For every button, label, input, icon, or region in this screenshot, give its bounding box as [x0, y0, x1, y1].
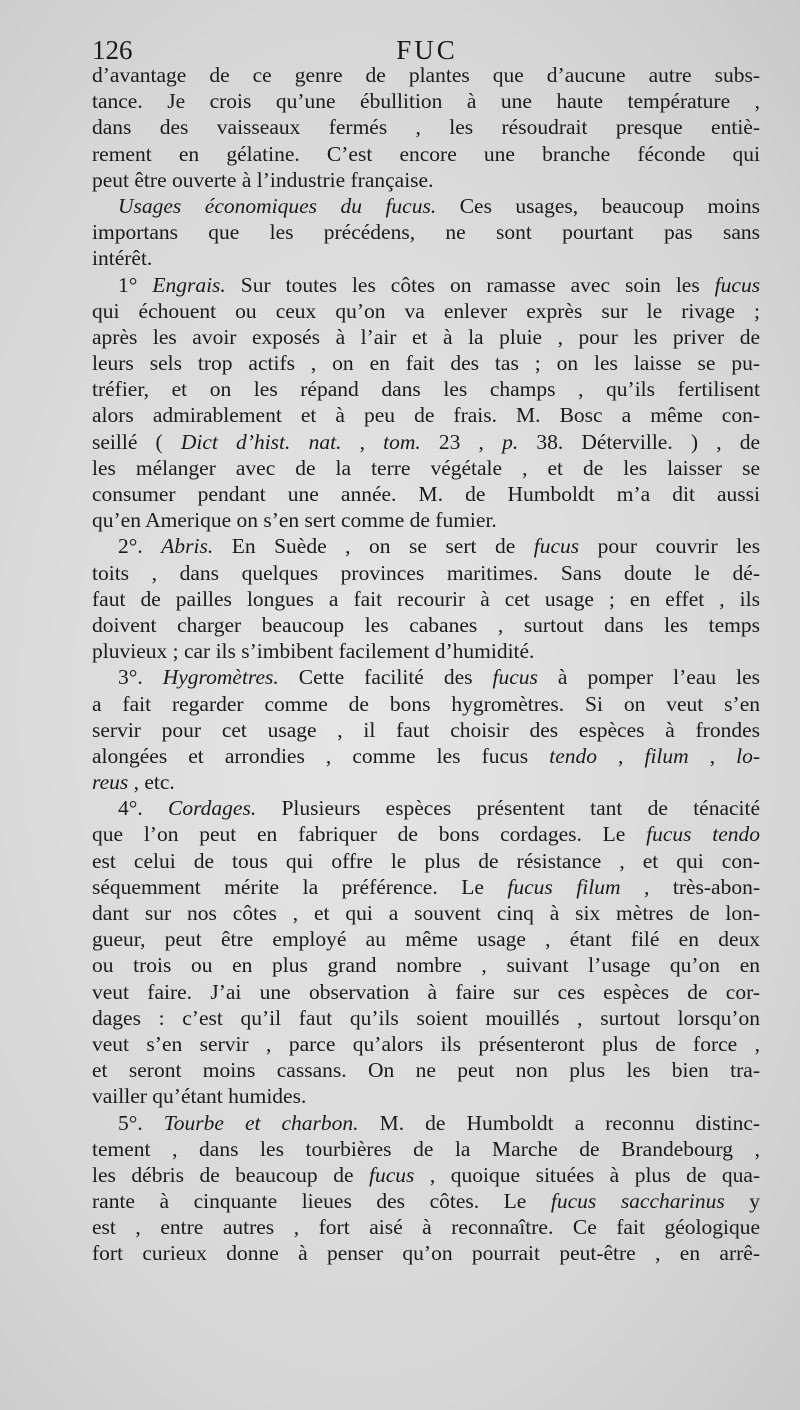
text-line: vailler qu’étant humides.: [92, 1084, 307, 1109]
text-line: que l’on peut en fabriquer de bons cordages. Le fucus tendo: [92, 822, 761, 847]
text-line: après les avoir exposés à l’air et à la pluie , pour les priver de: [92, 324, 760, 349]
page-number: 126: [92, 35, 133, 65]
text-line: servir pour cet usage , il faut choisir des espèces à frondes: [92, 717, 760, 742]
text-line: leurs sels trop actifs , on en fait des tas ; on les laisse se pu-: [92, 351, 760, 376]
text-line: importans que les précédens, ne sont pourtant pas sans: [92, 220, 760, 245]
running-head: FUC: [396, 35, 458, 65]
text-line: veut s’en servir , parce qu’alors ils présenteront plus de force ,: [92, 1031, 760, 1056]
text-line: consumer pendant une année. M. de Humboldt m’a dit aussi: [92, 482, 760, 506]
text-line: gueur, peut être employé au même usage , étant filé en deux: [92, 927, 760, 952]
text-line: alongées et arrondies , comme les fucus tendo , filum , lo-: [92, 743, 761, 768]
text-line: intérêt.: [92, 246, 153, 271]
text-line: a fait regarder comme de bons hygromètres. Si on veut s’en: [92, 691, 760, 716]
text-line: 4°. Cordages. Plusieurs espèces présentent tant de ténacité: [118, 796, 761, 821]
text-line: pluvieux ; car ils s’imbibent facilement d’humidité.: [92, 639, 535, 664]
text-line: seillé ( Dict d’hist. nat. , tom. 23 , p. 38. Déterville. ) , de: [92, 429, 761, 454]
text-line: est celui de tous qui offre le plus de résistance , et qui con-: [92, 848, 760, 873]
text-line: tement , dans les tourbières de la Marche de Brandebourg ,: [92, 1136, 760, 1161]
text-line: toits , dans quelques provinces maritimes. Sans doute le dé-: [92, 560, 760, 585]
text-line: doivent charger beaucoup les cabanes , surtout dans les temps: [92, 612, 760, 637]
text-line: est , entre autres , fort aisé à reconnaître. Ce fait géologique: [92, 1215, 760, 1240]
text-line: d’avantage de ce genre de plantes que d’aucune autre subs-: [92, 63, 760, 87]
text-line: dant sur nos côtes , et qui a souvent cinq à six mètres de lon-: [92, 901, 760, 925]
text-line: rement en gélatine. C’est encore une branche féconde qui: [92, 141, 760, 166]
text-line: qu’en Amerique on s’en sert comme de fumier.: [92, 508, 497, 533]
text-line: les mélanger avec de la terre végétale , et de les laisser se: [92, 455, 760, 480]
text-line: dans des vaisseaux fermés , les résoudrait presque entiè-: [92, 115, 760, 140]
text-line: les débris de beaucoup de fucus , quoique situées à plus de qua-: [92, 1162, 761, 1187]
text-line: 3°. Hygromètres. Cette facilité des fucus à pomper l’eau les: [118, 665, 760, 690]
text-line: tance. Je crois qu’une ébullition à une haute température ,: [92, 89, 760, 114]
text-line: alors admirablement et à peu de frais. M. Bosc a même con-: [92, 403, 760, 428]
text-line: 2°. Abris. En Suède , on se sert de fucus pour couvrir les: [118, 534, 761, 559]
text-line: rante à cinquante lieues des côtes. Le fucus saccharinus y: [92, 1189, 761, 1214]
text-line: peut être ouverte à l’industrie française.: [92, 167, 434, 192]
text-line: faut de pailles longues a fait recourir à cet usage ; en effet , ils: [92, 586, 760, 611]
text-line: Usages économiques du fucus. Ces usages, beaucoup moins: [118, 193, 761, 218]
text-line: ou trois ou en plus grand nombre , suivant l’usage qu’on en: [92, 953, 760, 978]
text-line: 5°. Tourbe et charbon. M. de Humboldt a reconnu distinc-: [118, 1110, 761, 1135]
body-text: [92, 62, 760, 1267]
text-line: 1° Engrais. Sur toutes les côtes on ramasse avec soin les fucus: [118, 272, 761, 297]
text-line: dages : c’est qu’il faut qu’ils soient mouillés , surtout lorsqu’on: [92, 1005, 760, 1030]
text-line: qui échouent ou ceux qu’on va enlever exprès sur le rivage ;: [92, 298, 760, 323]
text-line: tréfier, et on les répand dans les champs , qu’ils fertilisent: [92, 377, 760, 402]
text-line: fort curieux donne à penser qu’on pourrait peut-être , en arrê-: [92, 1241, 760, 1266]
text-line: reus , etc.: [92, 770, 175, 795]
text-line: et seront moins cassans. On ne peut non plus les bien tra-: [92, 1058, 760, 1083]
text-line: veut faire. J’ai une observation à faire sur ces espèces de cor-: [92, 979, 760, 1004]
text-line: séquemment mérite la préférence. Le fucus filum , très-abon-: [92, 874, 761, 899]
